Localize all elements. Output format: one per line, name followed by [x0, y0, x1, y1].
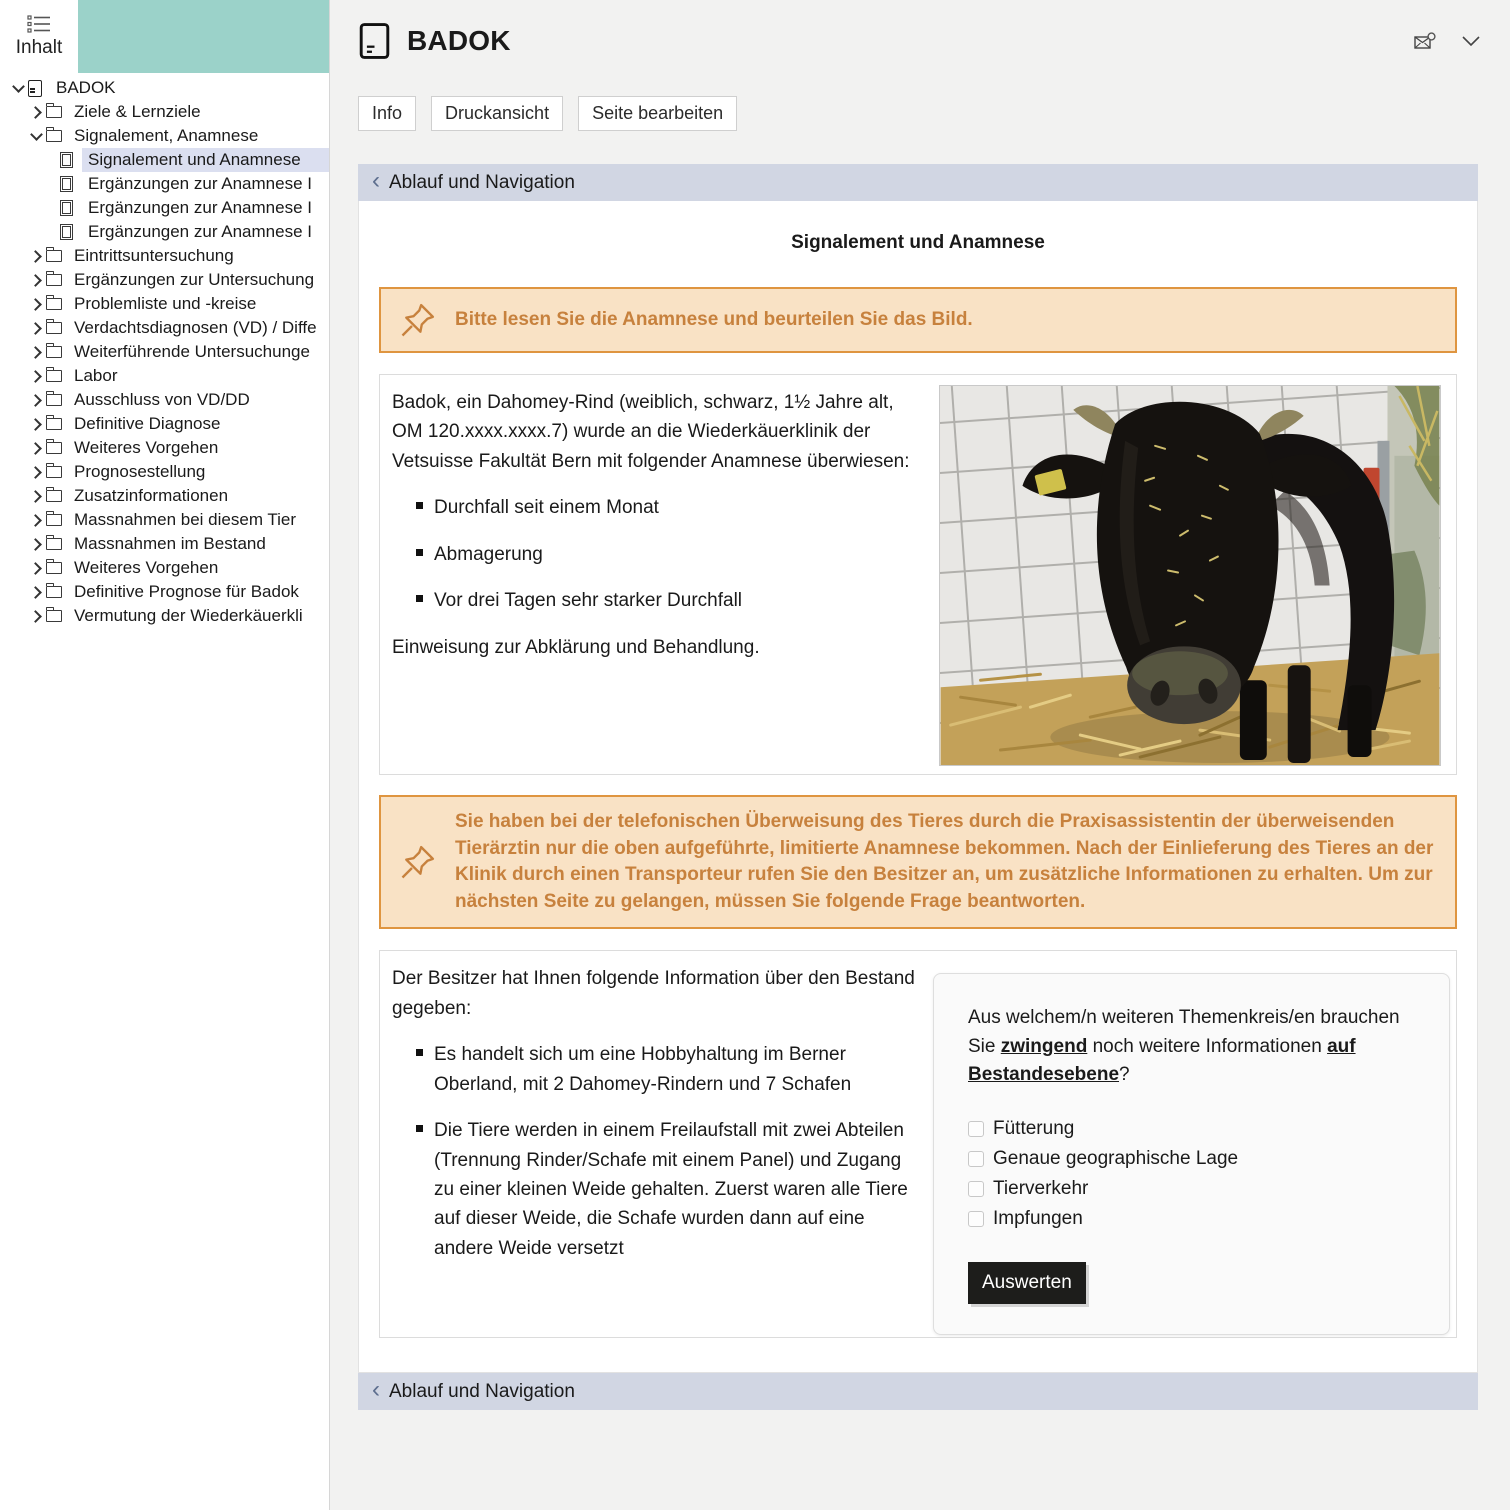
toolbar: [358, 96, 1510, 131]
tree-item-labor[interactable]: [0, 364, 329, 388]
chevron-right-icon[interactable]: [26, 540, 46, 549]
chevron-down-icon[interactable]: [26, 133, 46, 139]
tree-item-label: Weiteres Vorgehen: [74, 558, 219, 577]
book-icon: [358, 22, 391, 60]
nav-bar-top[interactable]: [358, 164, 1478, 201]
book-icon: [28, 80, 50, 97]
lesson-panel: [358, 201, 1478, 1373]
notice-text: Sie haben bei der telefonischen Überweisung des Tieres durch die Praxisassistentin der überweisenden Tierärztin nur die oben aufgeführte, limitierte Anamnese bekommen. Nach der Einlieferung des Tieres an der Klinik durch einen Transporteur rufen Sie den Besitzer an, um zusätzliche Informationen zu erhalten. Um zur nächsten Seite zu gelangen, müssen Sie folgende Frage beantworten.: [455, 811, 1434, 912]
tree-item-vermutung[interactable]: [0, 604, 329, 628]
tree-item-eintrittsuntersuchung[interactable]: [0, 244, 329, 268]
checkbox-label: Fütterung: [993, 1117, 1075, 1139]
checkbox-label: Tierverkehr: [993, 1177, 1089, 1199]
chevron-right-icon[interactable]: [26, 516, 46, 525]
chevron-left-icon: [372, 1378, 380, 1402]
chevron-right-icon[interactable]: [26, 588, 46, 597]
tree-item-label: Weiteres Vorgehen: [74, 438, 219, 457]
folder-icon: [46, 418, 68, 430]
tree-item-massnahmen-bestand[interactable]: [0, 532, 329, 556]
notice-text: Bitte lesen Sie die Anamnese und beurteilen Sie das Bild.: [455, 308, 973, 330]
tree-item-label: Ergänzungen zur Anamnese I: [88, 222, 312, 241]
list-item: Es handelt sich um eine Hobbyhaltung im Berner Oberland, mit 2 Dahomey-Rindern und 7 Schafen: [392, 1040, 917, 1099]
tree-item-prognosestellung[interactable]: [0, 460, 329, 484]
tree-item-label: Weiterführende Untersuchunge: [74, 342, 310, 361]
anamnese-bullets: [392, 493, 917, 615]
tree-item-verdachtsdiagnosen[interactable]: [0, 316, 329, 340]
folder-icon: [46, 466, 68, 478]
checkbox-option-tierverkehr[interactable]: [968, 1174, 1415, 1204]
checkbox-label: Impfungen: [993, 1207, 1083, 1229]
folder-icon: [46, 274, 68, 286]
chevron-right-icon[interactable]: [26, 492, 46, 501]
tree-item-label: Definitive Prognose für Badok: [74, 582, 299, 601]
checkbox-option-fuetterung[interactable]: [968, 1114, 1415, 1144]
page-title: BADOK: [407, 25, 511, 56]
checkbox-option-impfungen[interactable]: [968, 1204, 1415, 1234]
list-item: Durchfall seit einem Monat: [392, 493, 917, 522]
question-part: Aus welchem/n weiteren Themenkreis/en brauchen Sie: [968, 1007, 1400, 1057]
pushpin-icon: [399, 843, 447, 881]
anamnese-text: [392, 388, 917, 662]
tree-item-label: Ergänzungen zur Anamnese I: [88, 174, 312, 193]
anamnese-intro: Badok, ein Dahomey-Rind (weiblich, schwarz, 1½ Jahre alt, OM 120.xxxx.xxxx.7) wurde an die Wiederkäuerklinik der Vetsuisse Fakultät Bern mit folgender Anamnese überwiesen:: [392, 392, 910, 472]
list-icon: [27, 15, 51, 33]
chevron-right-icon[interactable]: [26, 276, 46, 285]
tree-item-ergaenzungen-2[interactable]: [0, 196, 329, 220]
list-item: Vor drei Tagen sehr starker Durchfall: [392, 586, 917, 615]
tree-item-label: Ausschluss von VD/DD: [74, 390, 250, 409]
content-tree: [0, 73, 329, 628]
checkbox[interactable]: [968, 1121, 984, 1137]
tree-item-ergaenzungen-3[interactable]: [0, 220, 329, 244]
tree-item-ausschluss[interactable]: [0, 388, 329, 412]
chevron-right-icon[interactable]: [26, 108, 46, 117]
notification-mail-icon[interactable]: [1414, 32, 1436, 51]
nav-bar-label: Ablauf und Navigation: [389, 171, 575, 193]
checkbox-option-lage[interactable]: [968, 1144, 1415, 1174]
evaluate-button[interactable]: Auswerten: [968, 1262, 1086, 1304]
edit-page-button[interactable]: Seite bearbeiten: [578, 96, 737, 131]
teal-header-block: [78, 0, 329, 73]
module-header: [330, 0, 1510, 60]
sidebar: [0, 0, 330, 1510]
folder-icon: [46, 562, 68, 574]
tree-item-label: Prognosestellung: [74, 462, 206, 481]
folder-icon: [46, 514, 68, 526]
list-item: Abmagerung: [392, 540, 917, 569]
tree-item-ergaenzungen-1[interactable]: [0, 172, 329, 196]
chevron-right-icon[interactable]: [26, 444, 46, 453]
chevron-right-icon[interactable]: [26, 372, 46, 381]
checkbox[interactable]: [968, 1181, 984, 1197]
folder-icon: [46, 106, 68, 118]
tree-item-definitive-diagnose[interactable]: [0, 412, 329, 436]
tree-item-signalement-anamnese[interactable]: [0, 124, 329, 148]
tree-item-ziele[interactable]: [0, 100, 329, 124]
folder-icon: [46, 442, 68, 454]
page-icon: [60, 224, 82, 240]
anamnese-box: [379, 374, 1457, 775]
page-icon: [60, 176, 82, 192]
bestand-intro: Der Besitzer hat Ihnen folgende Information über den Bestand gegeben:: [392, 968, 915, 1019]
cow-photo: [939, 385, 1441, 766]
chevron-right-icon[interactable]: [26, 564, 46, 573]
chevron-right-icon[interactable]: [26, 300, 46, 309]
bestand-box: [379, 950, 1457, 1338]
chevron-right-icon[interactable]: [26, 468, 46, 477]
question-part: noch weitere Informationen: [1087, 1035, 1328, 1057]
tree-item-weiteres-vorgehen-2[interactable]: [0, 556, 329, 580]
chevron-right-icon[interactable]: [26, 348, 46, 357]
tree-item-label: Ergänzungen zur Anamnese I: [88, 198, 312, 217]
contents-tab[interactable]: [0, 0, 78, 73]
tree-item-label: Zusatzinformationen: [74, 486, 229, 505]
anamnese-outro: Einweisung zur Abklärung und Behandlung.: [392, 636, 760, 658]
tree-item-label: BADOK: [56, 78, 116, 97]
checkbox[interactable]: [968, 1151, 984, 1167]
list-item: Die Tiere werden in einem Freilaufstall mit zwei Abteilen (Trennung Rinder/Schafe mit einem Panel) und Zugang zu einer kleinen Weide gehalten. Zuerst waren alle Tiere auf dieser Weide, die Schafe wurden dann auf eine andere Weide versetzt: [392, 1116, 917, 1263]
page-icon: [60, 152, 82, 168]
folder-icon: [46, 610, 68, 622]
tree-item-label: Signalement und Anamnese: [82, 148, 329, 172]
tree-item-label: Verdachtsdiagnosen (VD) / Diffe: [74, 318, 317, 337]
print-view-button[interactable]: Druckansicht: [431, 96, 563, 131]
question-emphasis: auf Bestandesebene: [968, 1035, 1356, 1086]
page-icon: [60, 200, 82, 216]
bestand-text: [392, 964, 917, 1263]
chevron-right-icon[interactable]: [26, 612, 46, 621]
folder-icon: [46, 250, 68, 262]
tree-item-problemliste[interactable]: [0, 292, 329, 316]
chevron-right-icon[interactable]: [26, 324, 46, 333]
pushpin-icon: [399, 301, 447, 339]
question-emphasis: zwingend: [1000, 1035, 1088, 1057]
chevron-left-icon: [372, 169, 380, 193]
checkbox-group: [968, 1114, 1415, 1234]
tree-item-label: Ziele & Lernziele: [74, 102, 201, 121]
folder-icon: [46, 370, 68, 382]
tree-item-label: Problemliste und -kreise: [74, 294, 257, 313]
chevron-down-icon[interactable]: [8, 85, 28, 91]
folder-icon: [46, 298, 68, 310]
tree-item-ergaenzungen-untersuchung[interactable]: [0, 268, 329, 292]
checkbox[interactable]: [968, 1211, 984, 1227]
tree-item-label: Eintrittsuntersuchung: [74, 246, 234, 265]
tree-item-weiteres-vorgehen-1[interactable]: [0, 436, 329, 460]
tree-item-label: Ergänzungen zur Untersuchung: [74, 270, 315, 289]
tree-item-label: Labor: [74, 366, 118, 385]
tree-item-label: Definitive Diagnose: [74, 414, 221, 433]
nav-bar-bottom[interactable]: [358, 1373, 1478, 1410]
question-text: [968, 1004, 1415, 1090]
chevron-down-icon[interactable]: [1462, 36, 1480, 47]
chevron-right-icon[interactable]: [26, 420, 46, 429]
tree-item-signalement-und-anamnese[interactable]: [0, 148, 329, 172]
contents-tab-label: Inhalt: [15, 36, 63, 58]
tree-item-definitive-prognose[interactable]: [0, 580, 329, 604]
folder-icon: [46, 586, 68, 598]
folder-icon: [46, 490, 68, 502]
chevron-right-icon[interactable]: [26, 396, 46, 405]
content-column: [358, 164, 1478, 1410]
tree-item-label: Signalement, Anamnese: [74, 126, 259, 145]
folder-icon: [46, 130, 68, 142]
folder-icon: [46, 538, 68, 550]
tree-item-label: Massnahmen im Bestand: [74, 534, 266, 553]
nav-bar-label: Ablauf und Navigation: [389, 1380, 575, 1402]
tree-item-label: Massnahmen bei diesem Tier: [74, 510, 297, 529]
tree-item-label: Vermutung der Wiederkäuerkli: [74, 606, 303, 625]
tree-item-badok[interactable]: [0, 76, 329, 100]
tree-item-massnahmen-tier[interactable]: [0, 508, 329, 532]
info-button[interactable]: Info: [358, 96, 416, 131]
question-part: ?: [1119, 1064, 1130, 1086]
folder-icon: [46, 394, 68, 406]
notice-box-2: [379, 795, 1457, 929]
bestand-bullets: [392, 1040, 917, 1263]
sidebar-header: [0, 0, 329, 73]
lesson-title: Signalement und Anamnese: [791, 232, 1045, 253]
chevron-right-icon[interactable]: [26, 252, 46, 261]
tree-item-zusatzinformationen[interactable]: [0, 484, 329, 508]
folder-icon: [46, 346, 68, 358]
main-area: [330, 0, 1510, 1510]
folder-icon: [46, 322, 68, 334]
checkbox-label: Genaue geographische Lage: [993, 1147, 1239, 1169]
question-card: [933, 973, 1450, 1335]
tree-item-weiterfuehrende[interactable]: [0, 340, 329, 364]
notice-box-1: [379, 287, 1457, 353]
